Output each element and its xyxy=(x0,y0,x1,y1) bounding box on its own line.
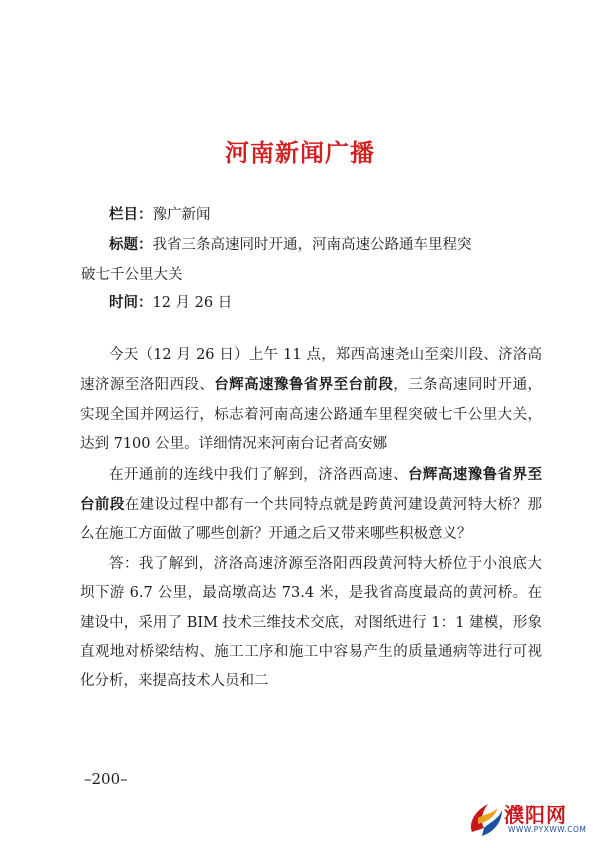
column-label: 栏目： xyxy=(109,206,153,223)
meta-column xyxy=(109,200,549,230)
paragraph-1 xyxy=(80,341,542,460)
paragraph-3: 答：我了解到，济洛高速济源至洛阳西段黄河特大桥位于小浪底大坝下游 6.7 公里，最高墩高达 73.4 米，是我省高度最高的黄河桥。在建设中，采用了 BIM 技术三维技术交底，对图纸进行 1：1 建模，形象直观地对桥梁结构、施工工序和施工中容易产生的质量通病等进行可视化分析，来提高技术人员和二 xyxy=(80,555,542,690)
time-label: 时间： xyxy=(109,294,153,311)
page-title: 河南新闻广播 xyxy=(225,138,375,167)
paragraph-1-bold: 台辉高速豫鲁省界至台前段 xyxy=(214,376,394,394)
meta-time xyxy=(109,288,549,318)
title-value-line1: 我省三条高速同时开通，河南高速公路通车里程突 xyxy=(152,237,472,253)
paragraph-1-text-a: 今天（12 月 26 日）上午 11 点，郑西高速尧山至栾川段、济洛高速济源至洛阳西段、 xyxy=(80,347,542,394)
puyang-logo-icon xyxy=(464,796,506,840)
title-value-line2: 破七千公里大关 xyxy=(81,267,183,283)
time-value: 12 月 26 日 xyxy=(152,295,233,311)
paragraph-2-text-c: 在建设过程中都有一个共同特点就是跨黄河建设黄河特大桥？那么在施工方面做了哪些创新？开通之后又带来哪些积极意义？ xyxy=(80,497,542,543)
paragraph-2-bold: 台辉高速豫鲁省界至台前段 xyxy=(80,465,543,514)
watermark-name: 濮阳网 xyxy=(504,803,567,827)
paragraph-2 xyxy=(80,460,542,550)
page-number: –200– xyxy=(84,770,128,788)
paragraph-1-text-c: ，三条高速同时开通，实现全国并网运行，标志着河南高速公路通车里程突破七千公里大关，达到 7100 公里。详细情况来河南台记者高安娜 xyxy=(80,377,542,453)
paragraph-2-text-a: 在开通前的连线中我们了解到，济洛西高速、 xyxy=(109,466,408,483)
title-label: 标题： xyxy=(109,236,153,253)
watermark xyxy=(464,796,590,840)
article-body xyxy=(80,341,542,697)
meta-title xyxy=(81,230,549,290)
watermark-url: WWW.PYXWW.COM xyxy=(508,825,587,834)
column-value: 豫广新闻 xyxy=(152,207,211,223)
